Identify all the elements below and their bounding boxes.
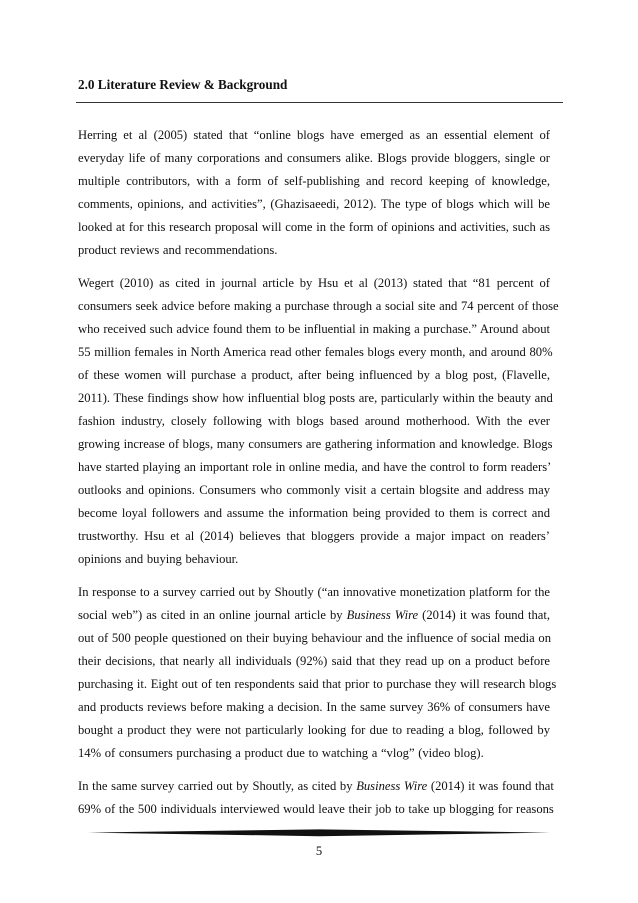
- paragraph-line: have started playing an important role in online media, and have the control to form readers’: [78, 460, 552, 474]
- text-segment: (2014) it was found that: [427, 779, 554, 793]
- paragraph-line: looked at for this research proposal will come in the form of opinions and activities, such as: [78, 220, 550, 234]
- paragraph-line: and products reviews before making a decision. In the same survey 36% of consumers have: [78, 700, 550, 714]
- paragraph-line: 55 million females in North America read other females blogs every month, and around 80%: [78, 345, 553, 359]
- paragraph-line: In response to a survey carried out by Shoutly (“an innovative monetization platform for the: [78, 585, 550, 599]
- paragraph-line: fashion industry, closely following with blogs based around motherhood. With the ever: [78, 414, 550, 428]
- paragraph: [78, 124, 550, 262]
- paragraph-line: outlooks and opinions. Consumers who commonly visit a certain blogsite and address may: [78, 483, 550, 497]
- paragraph: [78, 775, 554, 821]
- paragraph-line: opinions and buying behaviour.: [78, 552, 239, 566]
- paragraph-line: comments, opinions, and activities”, (Ghazisaeedi, 2012). The type of blogs which will be: [78, 197, 550, 211]
- text-segment: social web”) as cited in an online journal article by: [78, 608, 347, 622]
- paragraph-line: Wegert (2010) as cited in journal article by Hsu et al (2013) stated that “81 percent of: [78, 276, 550, 290]
- paragraph-line: of these women will purchase a product, after being influenced by a blog post, (Flavelle,: [78, 368, 550, 382]
- paragraph-line: 2011). These findings show how influential blog posts are, particularly within the beauty and: [78, 391, 553, 405]
- paragraph-line: bought a product they were not particularly looking for due to reading a blog, followed by: [78, 723, 550, 737]
- body-text: [78, 124, 559, 831]
- paragraph-line: Herring et al (2005) stated that “online blogs have emerged as an essential element of: [78, 128, 550, 142]
- page-number: 5: [315, 844, 323, 858]
- paragraph-line: consumers seek advice before making a purchase through a social site and 74 percent of those: [78, 299, 559, 313]
- text-segment: (2014) it was found that,: [418, 608, 550, 622]
- section-heading: 2.0 Literature Review & Background: [78, 77, 288, 92]
- paragraph-line: 69% of the 500 individuals interviewed would leave their job to take up blogging for reasons: [78, 802, 554, 816]
- paragraph-line: product reviews and recommendations.: [78, 243, 278, 257]
- paragraph-line: growing increase of blogs, many consumers are gathering information and knowledge. Blogs: [78, 437, 553, 451]
- heading-rule: [76, 102, 563, 103]
- paragraph-line: their decisions, that nearly all individuals (92%) said that they read up on a product before: [78, 654, 550, 668]
- paragraph-line: become loyal followers and assume the information being provided to them is correct and: [78, 506, 550, 520]
- paragraph-line: who received such advice found them to be influential in making a purchase.” Around about: [78, 322, 550, 336]
- text-segment: In the same survey carried out by Shoutly, as cited by: [78, 779, 357, 793]
- paragraph-line: 14% of consumers purchasing a product due to watching a “vlog” (video blog).: [78, 746, 484, 760]
- paragraph: [78, 272, 559, 571]
- paragraph-line: trustworthy. Hsu et al (2014) believes that bloggers provide a major impact on readers’: [78, 529, 550, 543]
- publication-name: Business Wire: [346, 608, 419, 622]
- paragraph: [78, 581, 557, 765]
- paragraph-line: [78, 604, 550, 627]
- publication-name: Business Wire: [356, 779, 428, 793]
- paragraph-line: everyday life of many corporations and consumers alike. Blogs provide bloggers, single or: [78, 151, 550, 165]
- paragraph-line: multiple contributors, with a form of self-publishing and record keeping of knowledge,: [78, 174, 550, 188]
- paragraph-line: out of 500 people questioned on their buying behaviour and the influence of social media on: [78, 631, 551, 645]
- footer-rule: [88, 829, 550, 837]
- paragraph-line: purchasing it. Eight out of ten respondents said that prior to purchase they will research blogs: [78, 677, 557, 691]
- paragraph-line: [78, 775, 554, 798]
